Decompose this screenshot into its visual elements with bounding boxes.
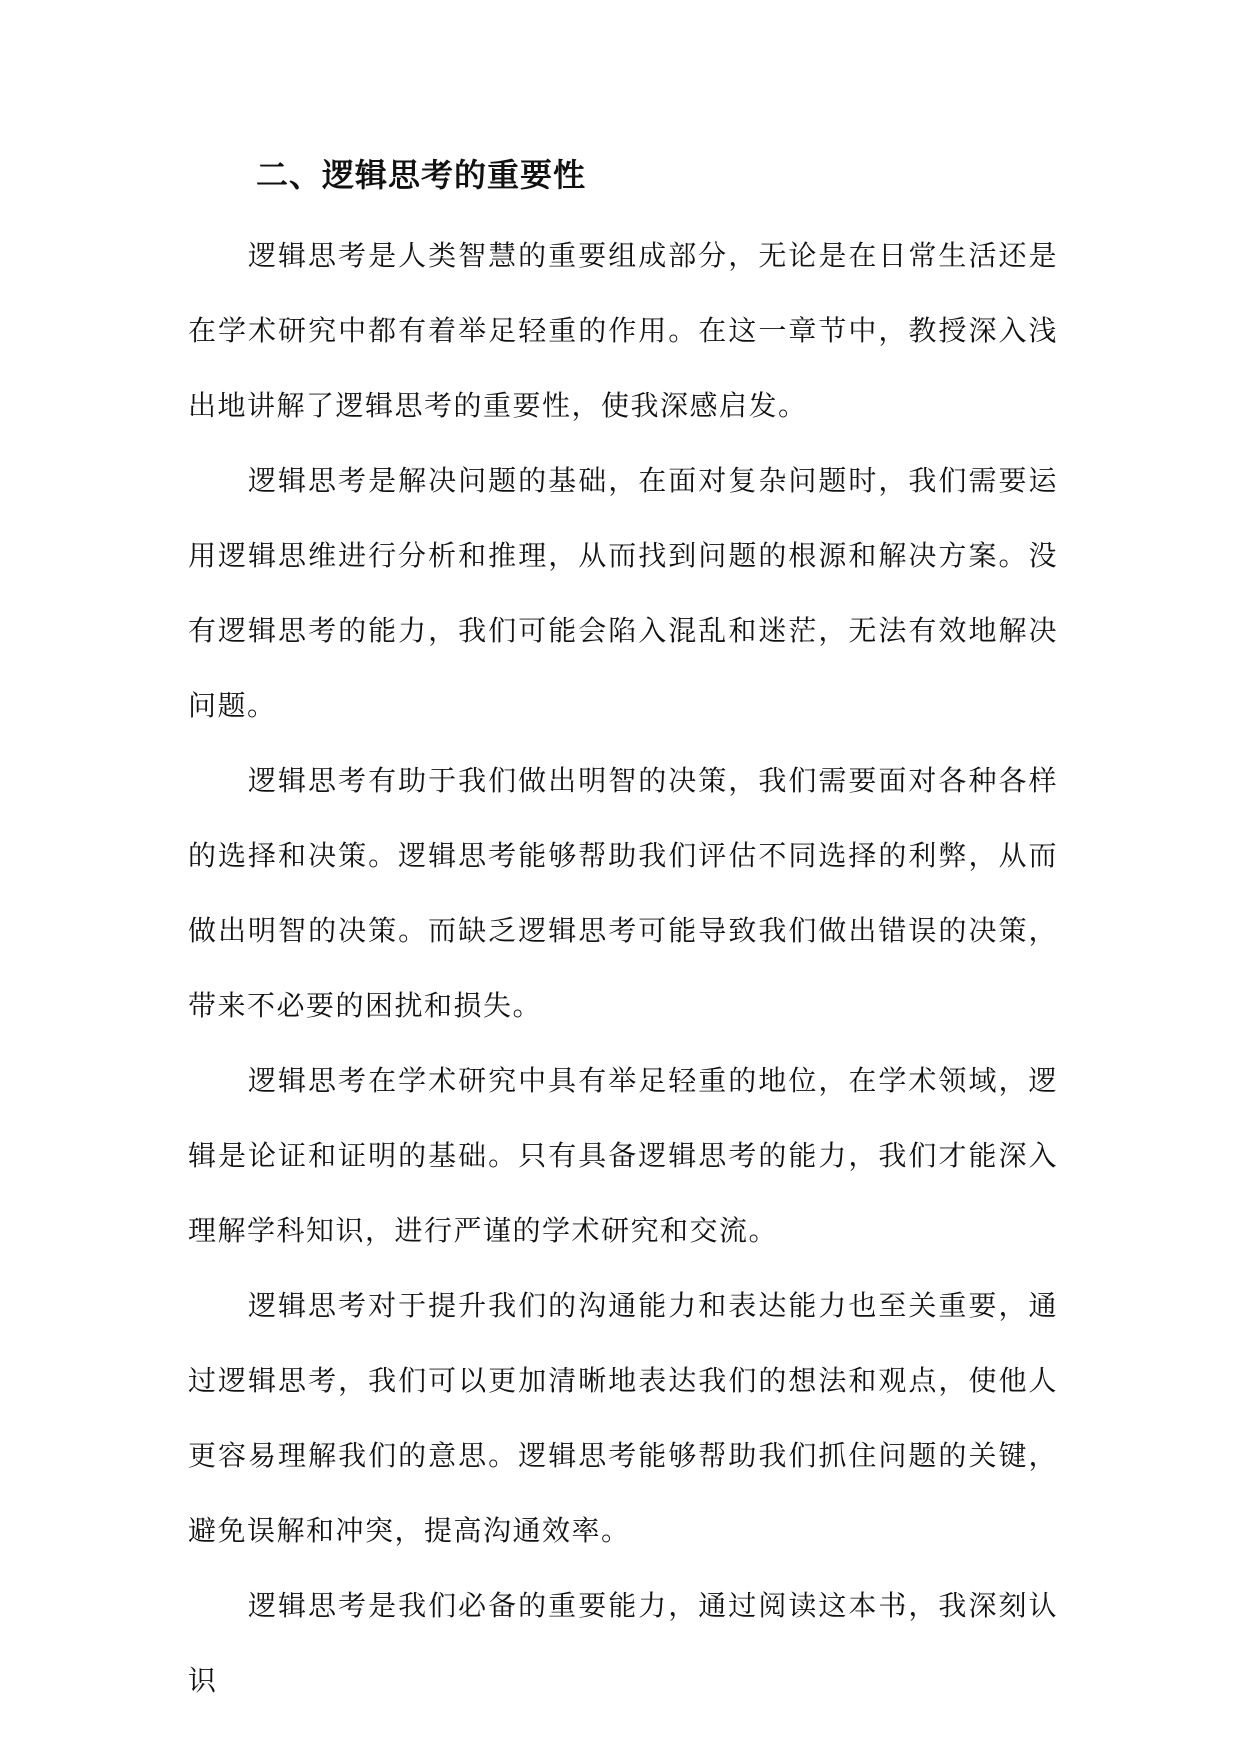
paragraph-1: 逻辑思考是人类智慧的重要组成部分，无论是在日常生活还是在学术研究中都有着举足轻重的作用。在这一章节中，教授深入浅出地讲解了逻辑思考的重要性，使我深感启发。 xyxy=(188,239,1058,422)
paragraph-3: 逻辑思考有助于我们做出明智的决策，我们需要面对各种各样的选择和决策。逻辑思考能够帮助我们评估不同选择的利弊，从而做出明智的决策。而缺乏逻辑思考可能导致我们做出错误的决策，带来不必要的困扰和损失。 xyxy=(188,764,1058,1022)
paragraph-4: 逻辑思考在学术研究中具有举足轻重的地位，在学术领域，逻辑是论证和证明的基础。只有具备逻辑思考的能力，我们才能深入理解学科知识，进行严谨的学术研究和交流。 xyxy=(188,1064,1058,1247)
document-body xyxy=(188,140,1058,1718)
paragraph-6: 逻辑思考是我们必备的重要能力，通过阅读这本书，我深刻认识 xyxy=(188,1589,1058,1697)
section-heading: 二、逻辑思考的重要性 xyxy=(256,156,587,194)
paragraph-2: 逻辑思考是解决问题的基础，在面对复杂问题时，我们需要运用逻辑思维进行分析和推理，从而找到问题的根源和解决方案。没有逻辑思考的能力，我们可能会陷入混乱和迷茫，无法有效地解决问题。 xyxy=(188,464,1058,722)
paragraph-5: 逻辑思考对于提升我们的沟通能力和表达能力也至关重要，通过逻辑思考，我们可以更加清晰地表达我们的想法和观点，使他人更容易理解我们的意思。逻辑思考能够帮助我们抓住问题的关键，避免误解和冲突，提高沟通效率。 xyxy=(188,1289,1058,1547)
